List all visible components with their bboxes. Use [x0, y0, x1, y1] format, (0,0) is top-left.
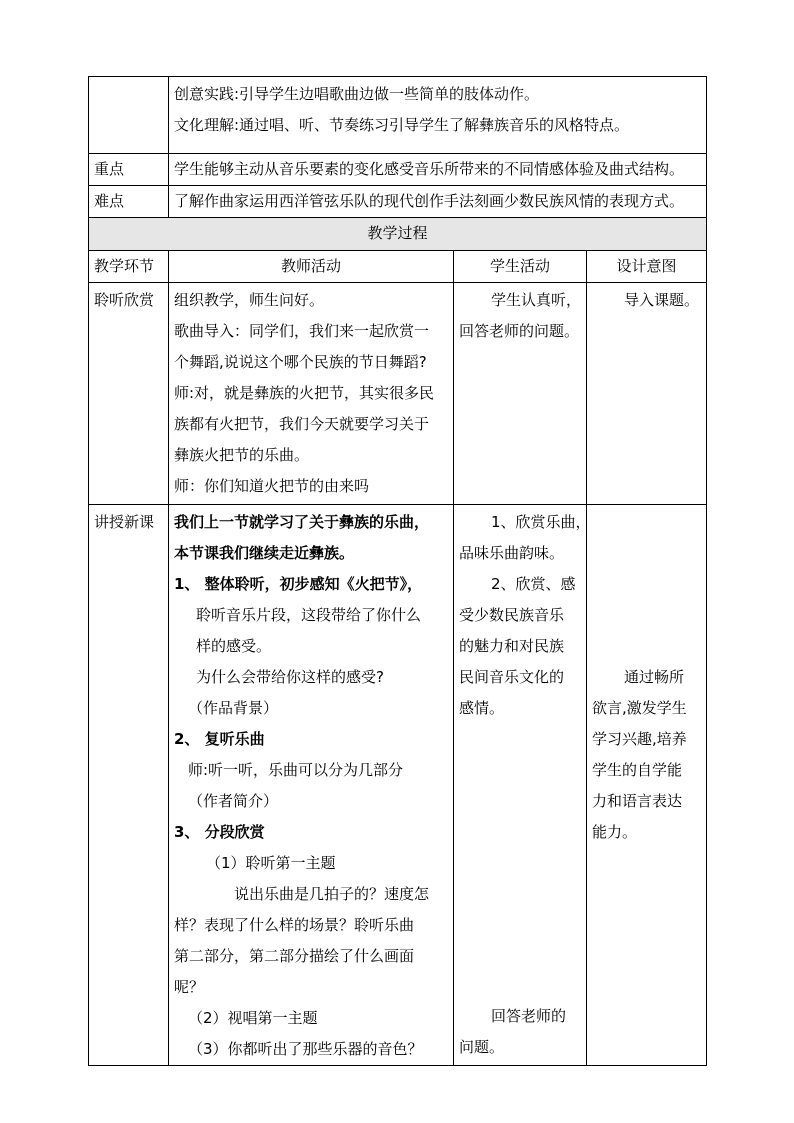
objectives-row	[89, 77, 707, 154]
student-activity-new-lesson	[454, 505, 591, 1066]
teacher-line: 个舞蹈,说说这个哪个民族的节日舞蹈?	[174, 353, 427, 371]
student-line: 2、欣赏、感	[491, 575, 576, 593]
stage-new-lesson-label: 讲授新课	[89, 505, 169, 1066]
process-title-row	[89, 218, 707, 251]
student-line: 民间音乐文化的	[459, 668, 565, 686]
student-line: 学生认真听，	[491, 291, 582, 309]
teacher-line: 呢？	[174, 978, 205, 996]
teacher-line: （作品背景）	[188, 699, 279, 717]
student-line: 回答老师的问题。	[459, 322, 580, 340]
difficulty-text: 了解作曲家运用西洋管弦乐队的现代创作手法刻画少数民族风情的表现方式。	[169, 186, 707, 218]
intent-line: 能力。	[592, 823, 638, 841]
intent-line: 欲言,激发学生	[592, 699, 687, 717]
intent-listening	[587, 283, 707, 505]
student-line: 的魅力和对民族	[459, 637, 565, 655]
student-line: 品味乐曲韵味。	[459, 544, 565, 562]
teacher-line: 师：你们知道火把节的由来吗	[174, 477, 370, 495]
student-line: 回答老师的	[491, 1007, 567, 1025]
intent-line: 通过畅所	[624, 668, 685, 686]
objectives-cell	[169, 77, 707, 154]
teacher-line: （作者简介）	[188, 792, 279, 810]
teacher-line: 第二部分，第二部分描绘了什么画面	[174, 947, 415, 965]
teacher-line: 我们上一节就学习了关于彝族的乐曲，	[174, 513, 430, 531]
objective-culture: 文化理解:通过唱、听、节奏练习引导学生了解彝族音乐的风格特点。	[174, 116, 630, 134]
student-line: 感情。	[459, 699, 505, 717]
header-intent: 设计意图	[587, 251, 707, 283]
intent-line: 学习兴趣,培养	[592, 730, 687, 748]
student-line: 受少数民族音乐	[459, 606, 565, 624]
header-teacher: 教师活动	[169, 251, 454, 283]
teacher-line: 样的感受。	[196, 637, 272, 655]
teacher-activity-new-lesson	[169, 505, 454, 1066]
teacher-line: （3）你都听出了那些乐器的音色？	[188, 1040, 423, 1058]
teacher-line: 样？表现了什么样的场景？聆听乐曲	[174, 916, 415, 934]
teacher-step-heading: 1、 整体聆听，初步感知《火把节》，	[174, 575, 423, 593]
lesson-plan-table	[88, 76, 707, 1066]
key-point-row	[89, 154, 707, 186]
intent-line: 力和语言表达	[592, 792, 683, 810]
teacher-line: 本节课我们继续走近彝族。	[174, 544, 355, 562]
difficulty-row	[89, 186, 707, 218]
student-line: 问题。	[459, 1038, 505, 1056]
objectives-label-cell	[89, 77, 169, 154]
stage-row-new-lesson	[89, 505, 707, 1066]
teacher-line: 师:听一听，乐曲可以分为几部分	[188, 761, 404, 779]
intent-line: 导入课题。	[624, 291, 700, 309]
teacher-activity-listening	[169, 283, 454, 505]
intent-line: 学生的自学能	[592, 761, 683, 779]
teacher-line: 彝族火把节的乐曲。	[174, 446, 310, 464]
student-answer-block	[459, 1001, 566, 1063]
key-point-text: 学生能够主动从音乐要素的变化感受音乐所带来的不同情感体验及曲式结构。	[169, 154, 707, 186]
student-line: 1、欣赏乐曲，	[491, 513, 591, 531]
teacher-line: 师:对，就是彝族的火把节，其实很多民	[174, 384, 435, 402]
teacher-line: 组织教学，师生问好。	[174, 291, 325, 309]
header-student: 学生活动	[454, 251, 587, 283]
teacher-step-heading: 3、 分段欣赏	[174, 823, 265, 841]
difficulty-label: 难点	[89, 186, 169, 218]
stage-row-listening	[89, 283, 707, 505]
teacher-line: 歌曲导入：同学们，我们来一起欣赏一	[174, 322, 430, 340]
header-stage: 教学环节	[89, 251, 169, 283]
stage-listening-label: 聆听欣赏	[89, 283, 169, 505]
teacher-line: （2）视唱第一主题	[188, 1009, 318, 1027]
key-point-label: 重点	[89, 154, 169, 186]
header-row	[89, 251, 707, 283]
student-activity-listening	[454, 283, 587, 505]
objective-practice: 创意实践:引导学生边唱歌曲边做一些简单的肢体动作。	[174, 85, 540, 103]
teacher-line: 说出乐曲是几拍子的？速度怎	[234, 885, 430, 903]
teacher-line: 为什么会带给你这样的感受?	[196, 668, 384, 686]
teacher-line: 族都有火把节，我们今天就要学习关于	[174, 415, 430, 433]
teacher-line: 聆听音乐片段，这段带给了你什么	[196, 606, 422, 624]
teacher-line: （1）聆听第一主题	[206, 854, 336, 872]
process-title: 教学过程	[89, 218, 707, 251]
intent-new-lesson	[587, 505, 707, 1066]
teacher-step-heading: 2、 复听乐曲	[174, 730, 265, 748]
